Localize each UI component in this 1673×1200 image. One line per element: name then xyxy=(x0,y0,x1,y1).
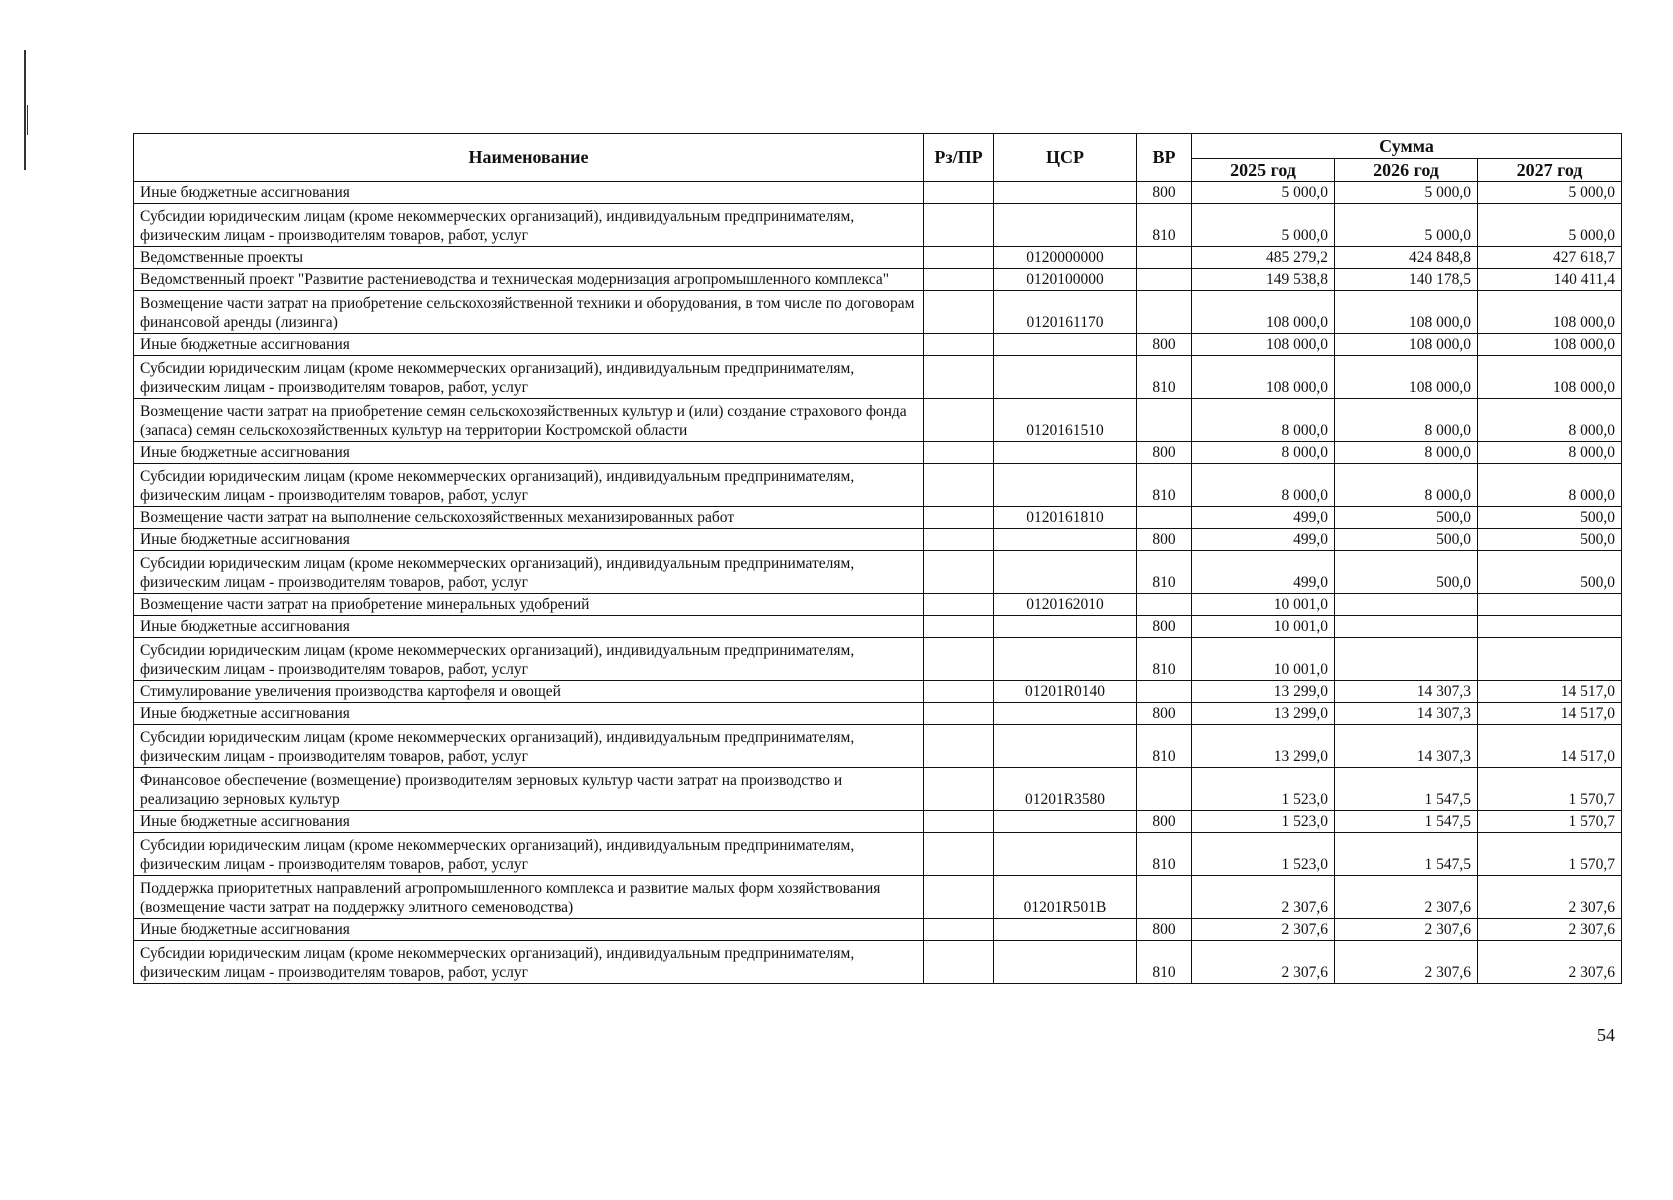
cell-rzpr xyxy=(924,529,994,551)
cell-name: Иные бюджетные ассигнования xyxy=(134,703,924,725)
cell-2025: 10 001,0 xyxy=(1192,638,1335,681)
cell-name: Субсидии юридическим лицам (кроме некоммерческих организаций), индивидуальным предпринимателям, физическим лицам - производителям товаров, работ, услуг xyxy=(134,941,924,984)
cell-csr xyxy=(994,551,1137,594)
cell-2026: 108 000,0 xyxy=(1335,291,1478,334)
cell-2025: 10 001,0 xyxy=(1192,594,1335,616)
cell-name: Возмещение части затрат на приобретение сельскохозяйственной техники и оборудования, в том числе по договорам финансовой аренды (лизинга) xyxy=(134,291,924,334)
cell-2026: 8 000,0 xyxy=(1335,464,1478,507)
header-sum: Сумма xyxy=(1192,134,1622,159)
table-row xyxy=(134,941,1622,984)
cell-vr: 800 xyxy=(1137,442,1192,464)
cell-csr: 0120162010 xyxy=(994,594,1137,616)
table-row xyxy=(134,399,1622,442)
cell-rzpr xyxy=(924,681,994,703)
cell-2025: 499,0 xyxy=(1192,551,1335,594)
cell-rzpr xyxy=(924,334,994,356)
table-row xyxy=(134,551,1622,594)
table-row xyxy=(134,442,1622,464)
cell-2025: 13 299,0 xyxy=(1192,703,1335,725)
table-body xyxy=(134,182,1622,984)
cell-csr xyxy=(994,529,1137,551)
cell-name: Субсидии юридическим лицам (кроме некоммерческих организаций), индивидуальным предпринимателям, физическим лицам - производителям товаров, работ, услуг xyxy=(134,638,924,681)
cell-2026: 1 547,5 xyxy=(1335,833,1478,876)
cell-csr xyxy=(994,204,1137,247)
cell-2025: 499,0 xyxy=(1192,529,1335,551)
cell-2026: 5 000,0 xyxy=(1335,182,1478,204)
cell-csr xyxy=(994,356,1137,399)
cell-name: Иные бюджетные ассигнования xyxy=(134,811,924,833)
cell-csr: 0120100000 xyxy=(994,269,1137,291)
cell-2027: 2 307,6 xyxy=(1478,876,1622,919)
cell-name: Иные бюджетные ассигнования xyxy=(134,334,924,356)
cell-rzpr xyxy=(924,941,994,984)
cell-2026: 2 307,6 xyxy=(1335,941,1478,984)
cell-vr: 800 xyxy=(1137,703,1192,725)
cell-rzpr xyxy=(924,725,994,768)
cell-2026: 2 307,6 xyxy=(1335,919,1478,941)
cell-name: Иные бюджетные ассигнования xyxy=(134,529,924,551)
cell-vr xyxy=(1137,594,1192,616)
cell-2026: 14 307,3 xyxy=(1335,703,1478,725)
header-name: Наименование xyxy=(134,134,924,182)
cell-name: Иные бюджетные ассигнования xyxy=(134,182,924,204)
cell-name: Финансовое обеспечение (возмещение) производителям зерновых культур части затрат на производство и реализацию зерновых культур xyxy=(134,768,924,811)
cell-csr: 0120000000 xyxy=(994,247,1137,269)
cell-name: Субсидии юридическим лицам (кроме некоммерческих организаций), индивидуальным предпринимателям, физическим лицам - производителям товаров, работ, услуг xyxy=(134,356,924,399)
cell-name: Иные бюджетные ассигнования xyxy=(134,616,924,638)
cell-2027: 5 000,0 xyxy=(1478,204,1622,247)
cell-2027: 8 000,0 xyxy=(1478,464,1622,507)
table-row xyxy=(134,507,1622,529)
table-row xyxy=(134,768,1622,811)
cell-vr: 810 xyxy=(1137,464,1192,507)
cell-2027: 140 411,4 xyxy=(1478,269,1622,291)
cell-csr xyxy=(994,725,1137,768)
cell-csr xyxy=(994,616,1137,638)
cell-vr: 800 xyxy=(1137,919,1192,941)
cell-2025: 5 000,0 xyxy=(1192,204,1335,247)
cell-name: Возмещение части затрат на приобретение минеральных удобрений xyxy=(134,594,924,616)
cell-2025: 485 279,2 xyxy=(1192,247,1335,269)
cell-name: Субсидии юридическим лицам (кроме некоммерческих организаций), индивидуальным предпринимателям, физическим лицам - производителям товаров, работ, услуг xyxy=(134,551,924,594)
page-number: 54 xyxy=(1597,1025,1615,1045)
cell-vr: 800 xyxy=(1137,334,1192,356)
cell-2027: 14 517,0 xyxy=(1478,681,1622,703)
cell-2026: 108 000,0 xyxy=(1335,334,1478,356)
cell-2026: 8 000,0 xyxy=(1335,442,1478,464)
table-row xyxy=(134,269,1622,291)
cell-csr: 0120161510 xyxy=(994,399,1137,442)
cell-2027: 2 307,6 xyxy=(1478,919,1622,941)
cell-name: Иные бюджетные ассигнования xyxy=(134,919,924,941)
cell-vr xyxy=(1137,507,1192,529)
cell-rzpr xyxy=(924,507,994,529)
cell-csr xyxy=(994,442,1137,464)
header-2025: 2025 год xyxy=(1192,159,1335,182)
margin-mark xyxy=(24,50,26,170)
cell-vr: 810 xyxy=(1137,204,1192,247)
cell-rzpr xyxy=(924,204,994,247)
cell-2025: 2 307,6 xyxy=(1192,919,1335,941)
table-row xyxy=(134,356,1622,399)
table-row xyxy=(134,703,1622,725)
table-row xyxy=(134,811,1622,833)
cell-csr xyxy=(994,833,1137,876)
cell-2026: 1 547,5 xyxy=(1335,811,1478,833)
cell-rzpr xyxy=(924,551,994,594)
budget-table xyxy=(133,133,1622,984)
cell-vr: 810 xyxy=(1137,725,1192,768)
cell-2027: 500,0 xyxy=(1478,529,1622,551)
cell-csr xyxy=(994,919,1137,941)
cell-rzpr xyxy=(924,464,994,507)
cell-2025: 499,0 xyxy=(1192,507,1335,529)
cell-vr xyxy=(1137,269,1192,291)
cell-rzpr xyxy=(924,876,994,919)
cell-2026 xyxy=(1335,638,1478,681)
cell-2025: 149 538,8 xyxy=(1192,269,1335,291)
header-rzpr: Рз/ПР xyxy=(924,134,994,182)
cell-csr xyxy=(994,638,1137,681)
cell-name: Возмещение части затрат на выполнение сельскохозяйственных механизированных работ xyxy=(134,507,924,529)
cell-2025: 1 523,0 xyxy=(1192,768,1335,811)
cell-name: Поддержка приоритетных направлений агропромышленного комплекса и развитие малых форм хозяйствования (возмещение части затрат на поддержку элитного семеноводства) xyxy=(134,876,924,919)
cell-2027: 500,0 xyxy=(1478,551,1622,594)
cell-csr: 01201R3580 xyxy=(994,768,1137,811)
cell-2027: 14 517,0 xyxy=(1478,725,1622,768)
cell-vr: 800 xyxy=(1137,616,1192,638)
header-2026: 2026 год xyxy=(1335,159,1478,182)
table-row xyxy=(134,464,1622,507)
cell-2027 xyxy=(1478,616,1622,638)
cell-rzpr xyxy=(924,291,994,334)
cell-name: Ведомственный проект "Развитие растениеводства и техническая модернизация агропромышленного комплекса" xyxy=(134,269,924,291)
cell-2026: 500,0 xyxy=(1335,507,1478,529)
header-2027: 2027 год xyxy=(1478,159,1622,182)
cell-2025: 8 000,0 xyxy=(1192,442,1335,464)
cell-vr: 800 xyxy=(1137,811,1192,833)
cell-2026: 500,0 xyxy=(1335,529,1478,551)
cell-2025: 108 000,0 xyxy=(1192,356,1335,399)
cell-2026: 140 178,5 xyxy=(1335,269,1478,291)
cell-2025: 1 523,0 xyxy=(1192,833,1335,876)
cell-rzpr xyxy=(924,594,994,616)
cell-vr: 810 xyxy=(1137,356,1192,399)
cell-vr xyxy=(1137,681,1192,703)
cell-vr: 810 xyxy=(1137,551,1192,594)
cell-2026: 500,0 xyxy=(1335,551,1478,594)
cell-2026 xyxy=(1335,616,1478,638)
cell-2026: 14 307,3 xyxy=(1335,681,1478,703)
table-row xyxy=(134,247,1622,269)
cell-vr xyxy=(1137,876,1192,919)
cell-2027 xyxy=(1478,638,1622,681)
cell-2025: 1 523,0 xyxy=(1192,811,1335,833)
cell-rzpr xyxy=(924,768,994,811)
cell-2026: 2 307,6 xyxy=(1335,876,1478,919)
cell-vr: 800 xyxy=(1137,529,1192,551)
cell-rzpr xyxy=(924,703,994,725)
cell-2025: 8 000,0 xyxy=(1192,399,1335,442)
cell-name: Субсидии юридическим лицам (кроме некоммерческих организаций), индивидуальным предпринимателям, физическим лицам - производителям товаров, работ, услуг xyxy=(134,204,924,247)
cell-2027: 2 307,6 xyxy=(1478,941,1622,984)
header-vr: ВР xyxy=(1137,134,1192,182)
cell-vr: 810 xyxy=(1137,833,1192,876)
table-row xyxy=(134,638,1622,681)
cell-2025: 8 000,0 xyxy=(1192,464,1335,507)
cell-csr xyxy=(994,941,1137,984)
cell-name: Иные бюджетные ассигнования xyxy=(134,442,924,464)
cell-2027: 108 000,0 xyxy=(1478,334,1622,356)
cell-2027: 5 000,0 xyxy=(1478,182,1622,204)
cell-rzpr xyxy=(924,442,994,464)
cell-2025: 2 307,6 xyxy=(1192,876,1335,919)
cell-vr xyxy=(1137,247,1192,269)
cell-2027 xyxy=(1478,594,1622,616)
cell-name: Субсидии юридическим лицам (кроме некоммерческих организаций), индивидуальным предпринимателям, физическим лицам - производителям товаров, работ, услуг xyxy=(134,464,924,507)
cell-vr: 810 xyxy=(1137,638,1192,681)
cell-csr xyxy=(994,811,1137,833)
cell-2025: 13 299,0 xyxy=(1192,725,1335,768)
cell-2027: 8 000,0 xyxy=(1478,399,1622,442)
cell-2026: 5 000,0 xyxy=(1335,204,1478,247)
cell-rzpr xyxy=(924,182,994,204)
cell-vr: 800 xyxy=(1137,182,1192,204)
cell-vr xyxy=(1137,291,1192,334)
cell-2027: 1 570,7 xyxy=(1478,811,1622,833)
table-row xyxy=(134,182,1622,204)
table-row xyxy=(134,291,1622,334)
cell-rzpr xyxy=(924,919,994,941)
cell-name: Стимулирование увеличения производства картофеля и овощей xyxy=(134,681,924,703)
cell-rzpr xyxy=(924,811,994,833)
cell-csr xyxy=(994,182,1137,204)
cell-rzpr xyxy=(924,616,994,638)
table-row xyxy=(134,204,1622,247)
header-csr: ЦСР xyxy=(994,134,1137,182)
cell-rzpr xyxy=(924,247,994,269)
table-row xyxy=(134,681,1622,703)
cell-2027: 108 000,0 xyxy=(1478,356,1622,399)
cell-2025: 108 000,0 xyxy=(1192,334,1335,356)
cell-vr xyxy=(1137,768,1192,811)
cell-2026 xyxy=(1335,594,1478,616)
cell-name: Субсидии юридическим лицам (кроме некоммерческих организаций), индивидуальным предпринимателям, физическим лицам - производителям товаров, работ, услуг xyxy=(134,725,924,768)
cell-2027: 14 517,0 xyxy=(1478,703,1622,725)
table-row xyxy=(134,616,1622,638)
cell-2025: 108 000,0 xyxy=(1192,291,1335,334)
cell-2026: 424 848,8 xyxy=(1335,247,1478,269)
cell-csr xyxy=(994,703,1137,725)
cell-csr: 0120161810 xyxy=(994,507,1137,529)
cell-vr: 810 xyxy=(1137,941,1192,984)
cell-name: Ведомственные проекты xyxy=(134,247,924,269)
cell-2025: 10 001,0 xyxy=(1192,616,1335,638)
cell-csr xyxy=(994,334,1137,356)
cell-name: Субсидии юридическим лицам (кроме некоммерческих организаций), индивидуальным предпринимателям, физическим лицам - производителям товаров, работ, услуг xyxy=(134,833,924,876)
cell-2027: 8 000,0 xyxy=(1478,442,1622,464)
cell-name: Возмещение части затрат на приобретение семян сельскохозяйственных культур и (или) создание страхового фонда (запаса) семян сельскохозяйственных культур на территории Костромской области xyxy=(134,399,924,442)
table-row xyxy=(134,529,1622,551)
table-row xyxy=(134,334,1622,356)
cell-2025: 13 299,0 xyxy=(1192,681,1335,703)
cell-2026: 14 307,3 xyxy=(1335,725,1478,768)
cell-2027: 108 000,0 xyxy=(1478,291,1622,334)
cell-csr xyxy=(994,464,1137,507)
margin-mark xyxy=(27,105,28,135)
table-row xyxy=(134,594,1622,616)
cell-rzpr xyxy=(924,833,994,876)
cell-2027: 1 570,7 xyxy=(1478,833,1622,876)
table-row xyxy=(134,833,1622,876)
table-row xyxy=(134,725,1622,768)
cell-2027: 500,0 xyxy=(1478,507,1622,529)
cell-2026: 1 547,5 xyxy=(1335,768,1478,811)
cell-csr: 01201R0140 xyxy=(994,681,1137,703)
cell-rzpr xyxy=(924,638,994,681)
table-row xyxy=(134,876,1622,919)
cell-2025: 2 307,6 xyxy=(1192,941,1335,984)
cell-rzpr xyxy=(924,399,994,442)
cell-2025: 5 000,0 xyxy=(1192,182,1335,204)
cell-2026: 108 000,0 xyxy=(1335,356,1478,399)
cell-2027: 1 570,7 xyxy=(1478,768,1622,811)
cell-csr: 0120161170 xyxy=(994,291,1137,334)
table-row xyxy=(134,919,1622,941)
cell-2027: 427 618,7 xyxy=(1478,247,1622,269)
cell-rzpr xyxy=(924,356,994,399)
cell-vr xyxy=(1137,399,1192,442)
cell-rzpr xyxy=(924,269,994,291)
cell-2026: 8 000,0 xyxy=(1335,399,1478,442)
cell-csr: 01201R501B xyxy=(994,876,1137,919)
